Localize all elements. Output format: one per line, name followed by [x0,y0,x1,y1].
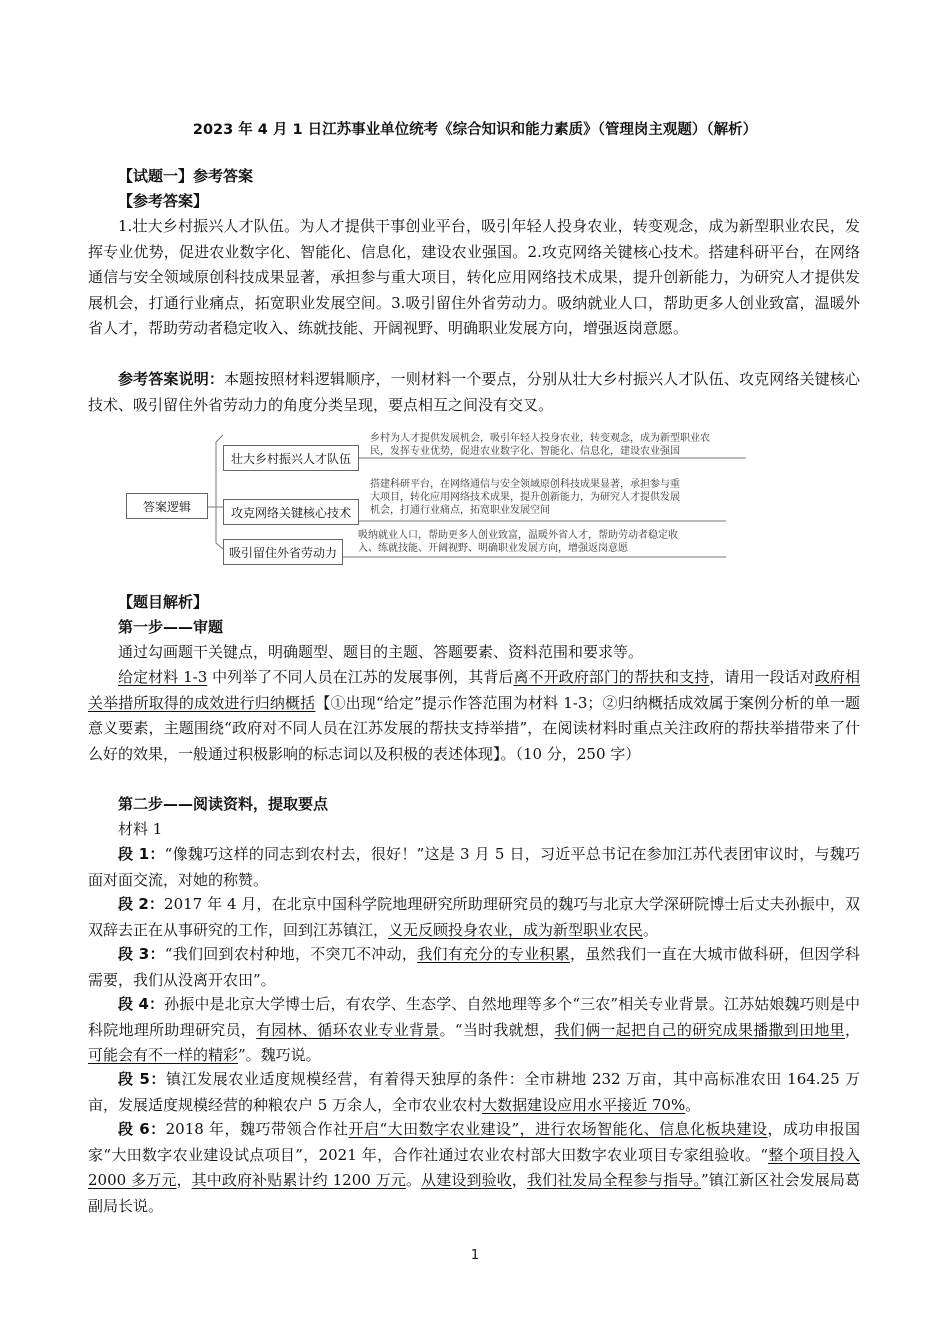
page-number: 1 [470,1248,480,1263]
step2-header: 第二步——阅读资料，提取要点 [118,795,329,813]
ref-answer-text: 1.壮大乡村振兴人才队伍。为人才提供干事创业平台，吸引年轻人投身农业，转变观念，成为新型职业农民，发挥专业优势，促进农业数字化、智能化、信息化，建设农业强国。2.攻克网络关键核心技术。搭建科研平台，在网络通信与安全领域原创科技成果显著，承担参与重大项目，转化应用网络技术成果，提升创新能力，为研究人才提供发展机会，打通行业痛点，拓宽职业发展空间。3.吸引留住外省劳动力。吸纳就业人口，帮助更多人创业致富，温暖外省人才，帮助劳动者稳定收入、练就技能、开阔视野、明确职业发展方向，增强返岗意愿。 [88,217,860,337]
step1-text: 通过勾画题干关键点，明确题型、题目的主题、答题要素、资料范围和要求等。 [118,643,644,661]
material-label: 材料 1 [118,820,163,838]
mindmap-branch-3: 吸引留住外省劳动力 [223,539,343,565]
analysis-header: 【题目解析】 [118,593,209,611]
connector-3 [208,507,223,549]
mindmap-branch-1: 壮大乡村振兴人才队伍 [223,445,359,471]
q1-header: 【试题一】参考答案 [118,167,254,185]
connector-1 [208,435,223,507]
mindmap-root: 答案逻辑 [126,493,208,519]
mindmap-branch-2: 攻克网络关键核心技术 [223,499,359,525]
mindmap-detail-2: 搭建科研平台，在网络通信与安全领域原创科技成果显著，承担参与重 大项目，转化应用网络技术成果，提升创新能力，为研究人才提供发展 机会，打通行业痛点，拓宽职业发展空间 [370,479,680,516]
ref-answer-header: 【参考答案】 [118,192,209,210]
mindmap-detail-3: 吸纳就业人口，帮助更多人创业致富，温暖外省人才，帮助劳动者稳定收 入、练就技能、开阔视野、明确职业发展方向，增强返岗意愿 [358,530,678,554]
question-text: 给定材料 1-3 中列举了不同人员在江苏的发展事例，其背后离不开政府部门的帮扶和支持，请用一段话对政府相关举措所取得的成效进行归纳概括【①出现“给定”提示作答范围为材料 1-3；②归纳概括成效属于案例分析的单一题意义要素，主题围绕“政府对不同人员在江苏发展的帮扶支持举措”，在阅读材料时重点关注政府的帮扶举措带来了什么好的效果，一般通过积极影响的标志词以及积极的表述体现】。（10 分，250 字） [88,668,860,763]
step1-header: 第一步——审题 [118,618,224,636]
explain-label: 参考答案说明： [118,370,225,388]
document-title: 2023 年 4 月 1 日江苏事业单位统考《综合知识和能力素质》（管理岗主观题）（解析） [192,122,758,138]
paragraph-5: 段 5：镇江发展农业适度规模经营，有着得天独厚的条件：全市耕地 232 万亩，其中高标准农田 164.25 万亩，发展适度规模经营的种粮农户 5 万余人，全市农业农村大数据建设应用水平接近 70%。 [88,1070,860,1114]
paragraph-2: 段 2：2017 年 4 月，在北京中国科学院地理研究所助理研究员的魏巧与北京大学深研院博士后丈夫孙振中，双双辞去正在从事研究的工作，回到江苏镇江，义无反顾投身农业，成为新型职业农民。 [88,895,860,939]
paragraph-3: 段 3：“我们回到农村种地，不突兀不冲动，我们有充分的专业积累，虽然我们一直在大城市做科研，但因学科需要，我们从没离开农田”。 [88,945,860,989]
explain-text: 本题按照材料逻辑顺序，一则材料一个要点，分别从壮大乡村振兴人才队伍、攻克网络关键核心技术、吸引留住外省劳动力的角度分类呈现，要点相互之间没有交叉。 [88,370,860,414]
ref-answer-explanation [88,367,860,418]
paragraph-6: 段 6：2018 年，魏巧带领合作社开启“大田数字农业建设”，进行农场智能化、信息化板块建设，成功申报国家“大田数字农业建设试点项目”，2021 年，合作社通过农业农村部大田数字农业项目专家组验收。“整个项目投入 2000 多万元，其中政府补贴累计约 1200 万元。从建设到验收，我们社发局全程参与指导。”镇江新区社会发展局葛副局长说。 [88,1120,860,1215]
answer-logic-mindmap [126,425,746,565]
paragraph-1: 段 1：“像魏巧这样的同志到农村去，很好！”这是 3 月 5 日，习近平总书记在参加江苏代表团审议时，与魏巧面对面交流，对她的称赞。 [88,845,860,889]
paragraph-4: 段 4：孙振中是北京大学博士后，有农学、生态学、自然地理等多个“三农”相关专业背景。江苏姑娘魏巧则是中科院地理所助理研究员，有园林、循环农业专业背景。“当时我就想，我们俩一起把自己的研究成果播撒到田地里，可能会有不一样的精彩”。魏巧说。 [88,995,860,1064]
mindmap-detail-1: 乡村为人才提供发展机会，吸引年轻人投身农业，转变观念，成为新型职业农 民，发挥专业优势，促进农业数字化、智能化、信息化，建设农业强国 [370,433,710,457]
